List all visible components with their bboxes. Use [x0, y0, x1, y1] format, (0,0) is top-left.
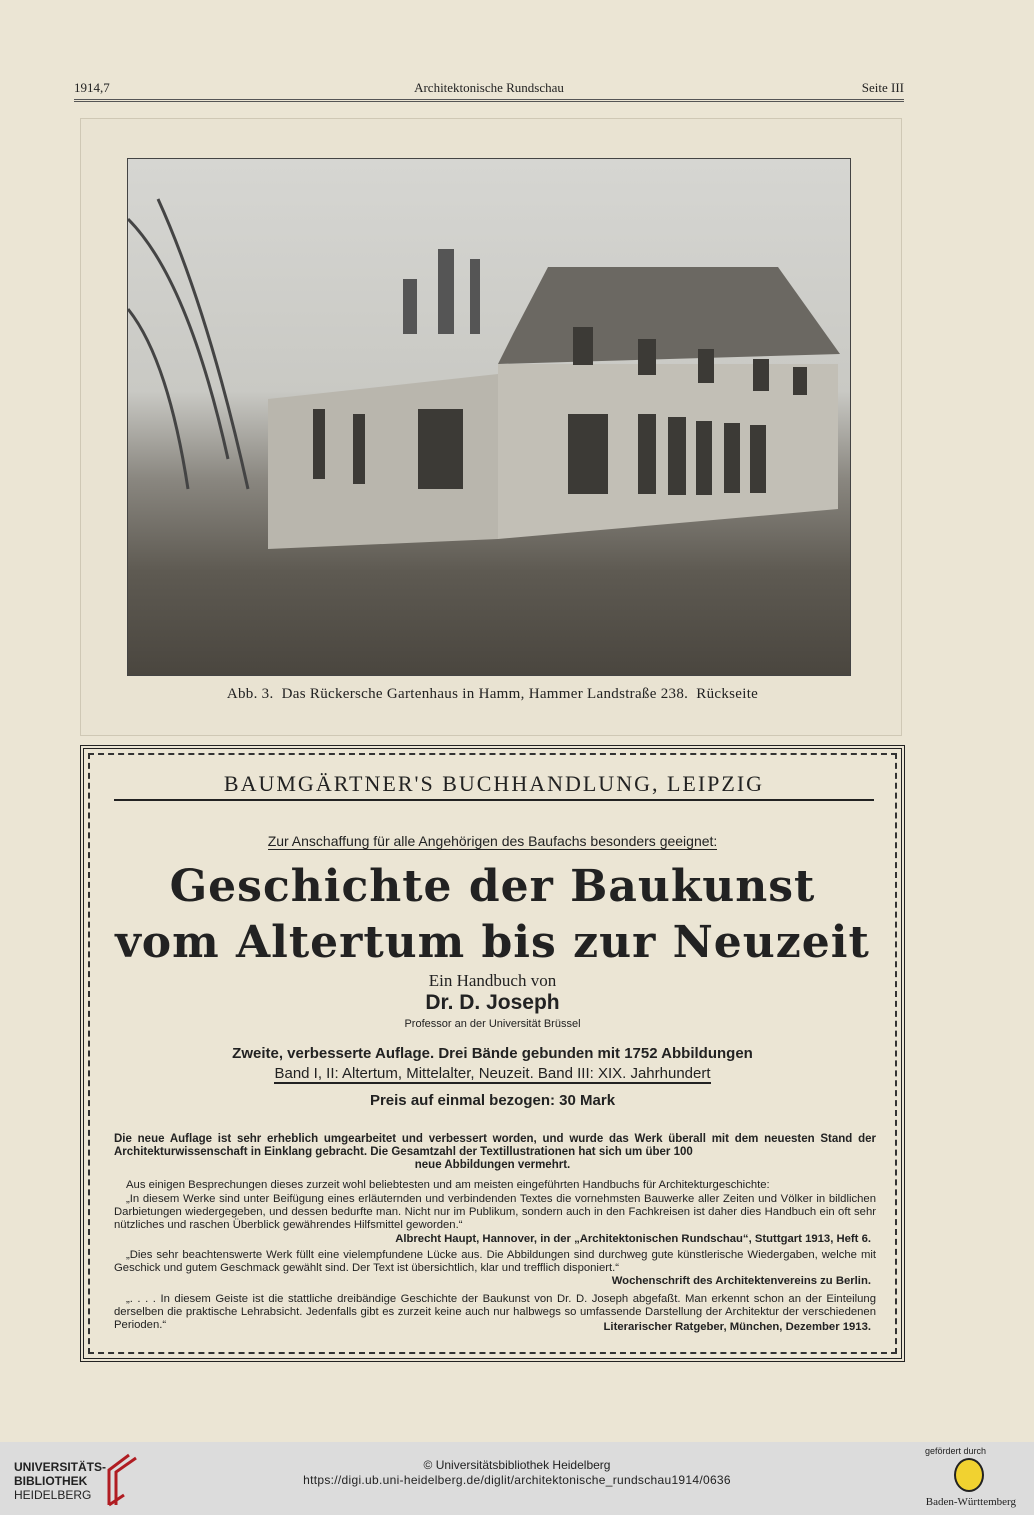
review-3-source: Literarischer Ratgeber, München, Dezember 1913. — [603, 1321, 871, 1333]
price: Preis auf einmal bezogen: 30 Mark — [369, 1092, 616, 1109]
reviews-intro: Aus einigen Besprechungen dieses zurzeit wohl beliebtesten und am meisten eingeführten Handbuchs für Architekturgeschichte: — [126, 1179, 770, 1191]
source-url[interactable]: https://digi.ub.uni-heidelberg.de/diglit/architektonische_rundschau1914/0636 — [303, 1473, 731, 1487]
logo-line1: UNIVERSITÄTS- — [14, 1460, 107, 1474]
footer-bar — [0, 1442, 1034, 1515]
logo-line3: HEIDELBERG — [14, 1488, 92, 1502]
funded-by: gefördert durch — [924, 1446, 986, 1456]
advertisement — [80, 745, 905, 1362]
handbook-label: Ein Handbuch von — [428, 971, 557, 990]
book-title-line2: vom Altertum bis zur Neuzeit — [115, 917, 870, 968]
running-header — [74, 78, 904, 100]
review-2-source: Wochenschrift des Architektenvereins zu Berlin. — [611, 1275, 871, 1287]
review-2: „Dies sehr beachtenswerte Werk füllt eine vielempfundene Lücke aus. Die Abbildungen sind durchweg gute künstlerische Wiedergaben, welche mit Geschick und gutem Geschmack gewählt sind. Der Text ist übersichtlich, klar und trefflich disponiert.“ — [114, 1249, 876, 1274]
journal-title: Architektonische Rundschau — [414, 80, 564, 95]
ad-subtitle: Zur Anschaffung für alle Angehörigen des Baufachs besonders geeignet: — [267, 833, 718, 849]
author-name: Dr. D. Joseph — [425, 991, 560, 1014]
review-3: „. . . . In diesem Geiste ist die stattliche dreibändige Geschichte der Baukunst von Dr. D. Joseph abgefaßt. Man erkennt schon an der Einteilung derselben die praktische Lehrabsicht. Jedenfalls gibt es zurzeit keine auch nur halbwegs so umfassende Darstellung der Architektur der verschiedenen Perioden.“ — [114, 1293, 876, 1331]
issue-number: 1914,7 — [74, 80, 110, 95]
header-rule — [74, 101, 904, 102]
photo-garden-house — [127, 158, 851, 676]
house-photo-illustration — [128, 159, 851, 676]
page-number: Seite III — [861, 80, 904, 95]
edition-notice: Die neue Auflage ist sehr erheblich umgearbeitet und verbessert worden, und wurde das Werk überall mit dem neuesten Stand der Architekturwissenschaft in Einklang gebracht. Die Gesamtzahl der Textillustrationen hat sich um über 100 — [114, 1133, 876, 1158]
book-title-line1: Geschichte der Baukunst — [169, 861, 816, 912]
review-1: „In diesem Werke sind unter Beifügung eines erläuternden und verbindenden Textes die vornehmsten Bauwerke aller Zeiten und Völker in bildlichen Darbietungen wiedergegeben, und dessen bedurfte man. Nicht nur im Publikum, sondern auch in den Fachkreisen ist daher dies Handbuch ein oft sehr nützliches und raschen Überblick gewährendes Hilfsmittel geworden.“ — [114, 1193, 876, 1231]
figure-caption: Abb. 3. Das Rückersche Gartenhaus in Hamm, Hammer Landstraße 238. Rückseite — [226, 686, 759, 702]
logo-line2: BIBLIOTHEK — [14, 1474, 88, 1488]
review-1-source: Albrecht Haupt, Hannover, in der „Architektonischen Rundschau“, Stuttgart 1913, Heft 6. — [395, 1233, 871, 1245]
edition-info: Zweite, verbesserte Auflage. Drei Bände gebunden mit 1752 Abbildungen — [232, 1045, 753, 1062]
state-name: Baden-Württemberg — [925, 1496, 1016, 1508]
volumes-info: Band I, II: Altertum, Mittelalter, Neuzeit. Band III: XIX. Jahrhundert — [274, 1065, 711, 1082]
bw-coat-of-arms-icon — [954, 1458, 984, 1492]
publisher-name: BAUMGÄRTNER'S BUCHHANDLUNG, LEIPZIG — [114, 771, 874, 801]
copyright: © Universitätsbibliothek Heidelberg — [423, 1458, 611, 1472]
author-role: Professor an der Universität Brüssel — [404, 1018, 581, 1030]
edition-notice-end: neue Abbildungen vermehrt. — [414, 1159, 571, 1171]
